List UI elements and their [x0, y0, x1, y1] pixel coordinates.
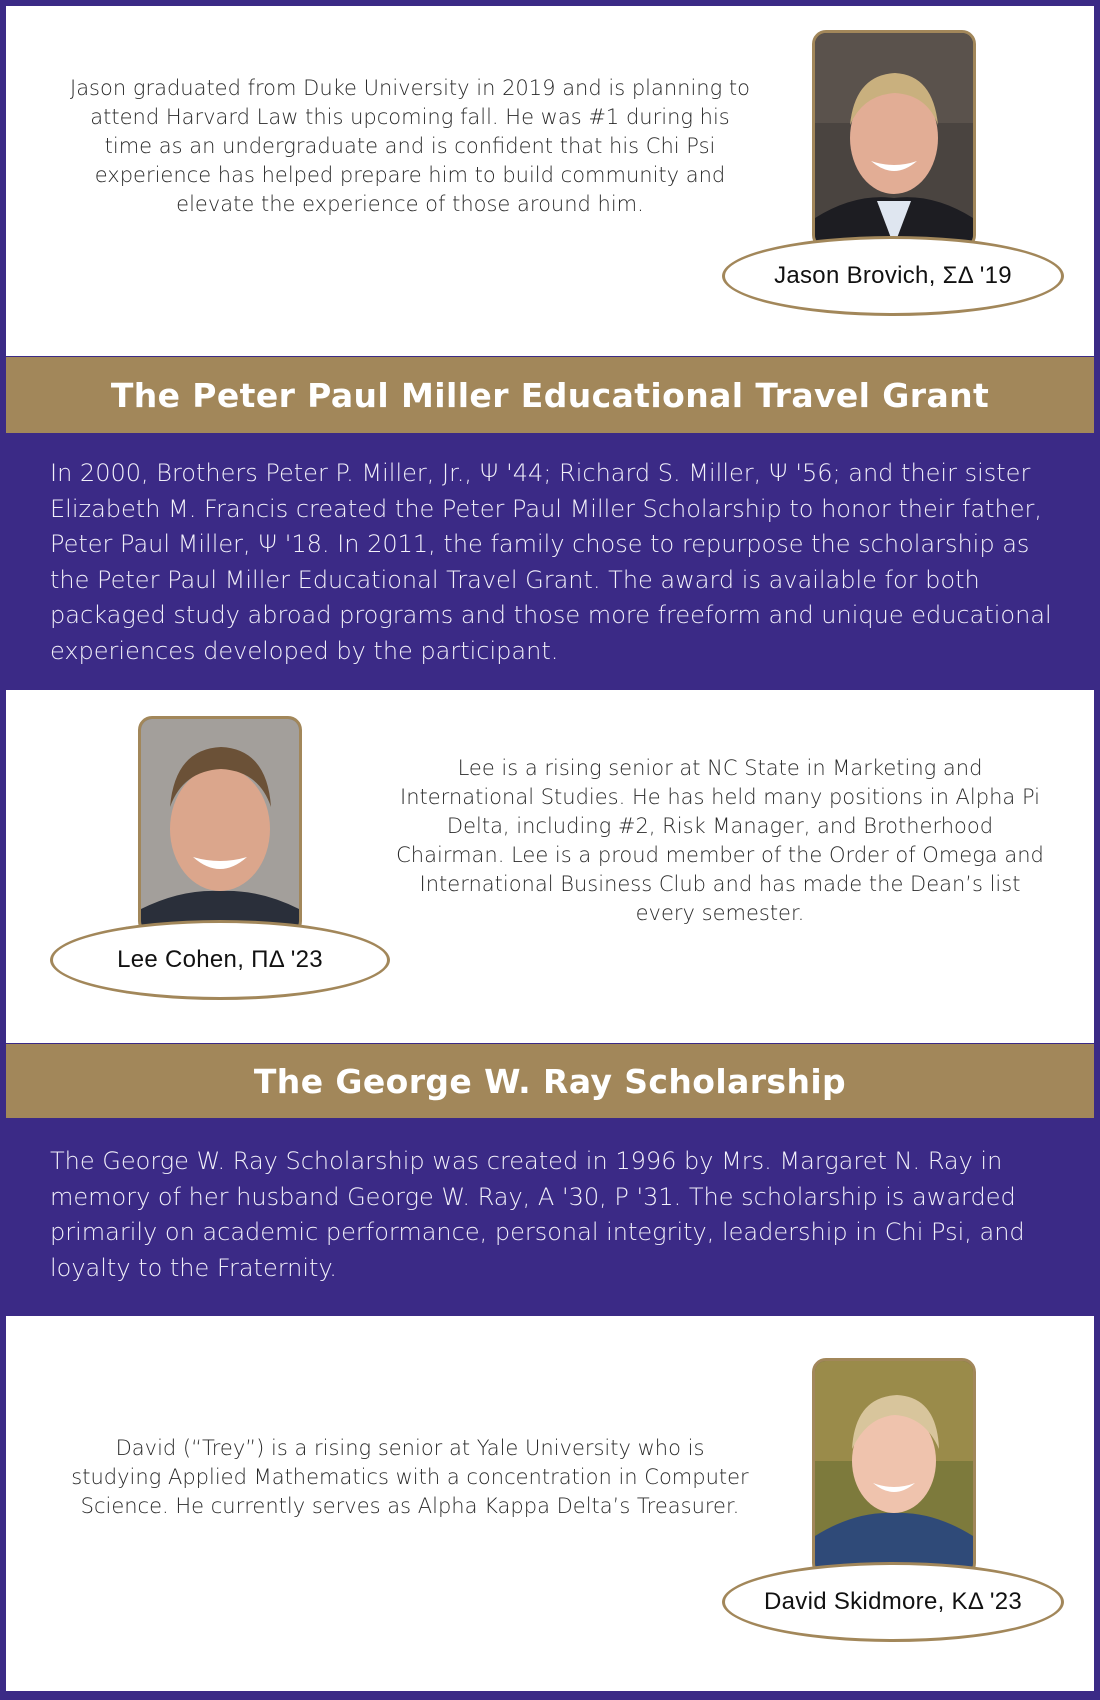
grant-title-ray: The George W. Ray Scholarship: [6, 1044, 1094, 1118]
profile-bio-lee: Lee is a rising senior at NC State in Marketing and International Studies. He has held many positions in Alpha Pi Delta, including #2, Risk Manager, and Brotherhood Chairman. Lee is a proud member of the Order of Omega and International Business Club and has made the Dean’s list every semester.: [396, 756, 1044, 925]
grant-description-miller: In 2000, Brothers Peter P. Miller, Jr., Ψ '44; Richard S. Miller, Ψ '56; and their sister Elizabeth M. Francis created the Peter Paul Miller Scholarship to honor their father, Peter Paul Miller, Ψ '18. In 2011, the family chose to repurpose the scholarship as the Peter Paul Miller Educational Travel Grant. The award is available for both packaged study abroad programs and those more freeform and unique educational experiences developed by the participant.: [50, 459, 1052, 665]
grant-description-ray: The George W. Ray Scholarship was created in 1996 by Mrs. Margaret N. Ray in memory of her husband George W. Ray, A '30, P '31. The scholarship is awarded primarily on academic performance, personal integrity, leadership in Chi Psi, and loyalty to the Fraternity.: [50, 1147, 1025, 1282]
name-label-jason: Jason Brovich, ΣΔ '19: [722, 236, 1064, 316]
name-label-david: David Skidmore, KΔ '23: [722, 1562, 1064, 1642]
profile-photo-lee: [138, 716, 302, 935]
profile-bio-jason: Jason graduated from Duke University in 2019 and is planning to attend Harvard Law this upcoming fall. He was #1 during his time as an undergraduate and is confident that his Chi Psi experience has helped prepare him to build community and elevate the experience of those around him.: [70, 76, 750, 216]
name-label-lee: Lee Cohen, ΠΔ '23: [50, 920, 390, 1000]
profile-photo-jason: [812, 30, 976, 249]
portrait-jason-image: [815, 33, 973, 246]
profile-bio-david: David (“Trey”) is a rising senior at Yale University who is studying Applied Mathematics with a concentration in Computer Science. He currently serves as Alpha Kappa Delta’s Treasurer.: [71, 1436, 749, 1518]
portrait-david-image: [815, 1361, 973, 1574]
grant-title-miller: The Peter Paul Miller Educational Travel Grant: [6, 357, 1094, 433]
portrait-lee-image: [141, 719, 299, 932]
profile-photo-david: [812, 1358, 976, 1577]
